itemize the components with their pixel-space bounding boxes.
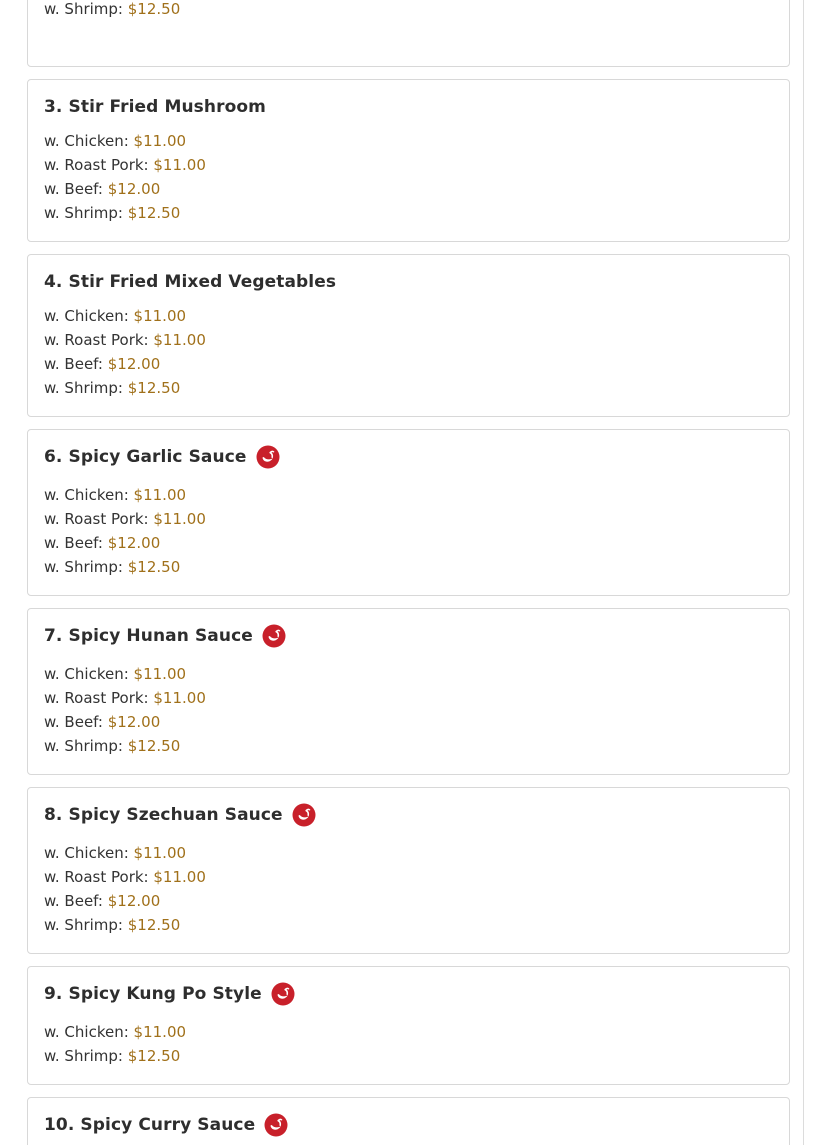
option-label: w. Shrimp: bbox=[44, 379, 123, 397]
option-price: $11.00 bbox=[153, 156, 206, 174]
option-label: w. Beef: bbox=[44, 355, 103, 373]
menu-item-header bbox=[44, 94, 266, 120]
menu-item-card bbox=[27, 608, 790, 775]
menu-item-header bbox=[44, 1112, 288, 1138]
menu-item-header bbox=[44, 444, 280, 470]
price-option-row bbox=[44, 201, 180, 225]
menu-item-card bbox=[27, 0, 790, 67]
price-option-row bbox=[44, 889, 160, 913]
option-label: w. Chicken: bbox=[44, 486, 129, 504]
option-label: w. Chicken: bbox=[44, 1023, 129, 1041]
menu-item-card bbox=[27, 429, 790, 596]
price-option-row bbox=[44, 841, 186, 865]
chili-pepper-icon bbox=[256, 445, 280, 469]
option-label: w. Shrimp: bbox=[44, 1047, 123, 1065]
price-option-row bbox=[44, 376, 180, 400]
menu-item-card bbox=[27, 966, 790, 1085]
menu-item-title: 9. Spicy Kung Po Style bbox=[44, 984, 262, 1004]
option-price: $12.00 bbox=[107, 534, 161, 552]
option-label: w. Beef: bbox=[44, 534, 103, 552]
price-option-row bbox=[44, 531, 160, 555]
option-price: $11.00 bbox=[133, 132, 187, 150]
price-option-row bbox=[44, 177, 160, 201]
scroll-edge-divider bbox=[803, 0, 804, 1145]
option-label: w. Roast Pork: bbox=[44, 156, 149, 174]
price-option-row bbox=[44, 328, 206, 352]
option-label: w. Roast Pork: bbox=[44, 331, 149, 349]
menu-item-header bbox=[44, 269, 336, 295]
option-price: $11.00 bbox=[133, 307, 187, 325]
option-price: $11.00 bbox=[153, 868, 206, 886]
price-option-row bbox=[44, 662, 186, 686]
option-label: w. Roast Pork: bbox=[44, 510, 149, 528]
menu-item-card bbox=[27, 1097, 790, 1145]
option-label: w. Roast Pork: bbox=[44, 868, 149, 886]
price-option-row bbox=[44, 304, 186, 328]
option-price: $11.00 bbox=[153, 689, 206, 707]
option-label: w. Shrimp: bbox=[44, 204, 123, 222]
price-option-row bbox=[44, 555, 180, 579]
option-label: w. Roast Pork: bbox=[44, 689, 149, 707]
price-option-row bbox=[44, 129, 186, 153]
option-label: w. Shrimp: bbox=[44, 916, 123, 934]
chili-pepper-icon bbox=[262, 624, 286, 648]
menu-item-card bbox=[27, 79, 790, 242]
option-label: w. Chicken: bbox=[44, 844, 129, 862]
price-option-row bbox=[44, 352, 160, 376]
price-option-row bbox=[44, 1020, 186, 1044]
option-label: w. Shrimp: bbox=[44, 0, 123, 18]
option-label: w. Beef: bbox=[44, 713, 103, 731]
chili-pepper-icon bbox=[271, 982, 295, 1006]
menu-item-title: 4. Stir Fried Mixed Vegetables bbox=[44, 272, 337, 292]
option-label: w. Shrimp: bbox=[44, 737, 123, 755]
option-price: $11.00 bbox=[133, 665, 187, 683]
menu-item-card bbox=[27, 787, 790, 954]
option-price: $12.00 bbox=[107, 892, 161, 910]
menu-item-title: 3. Stir Fried Mushroom bbox=[44, 97, 266, 117]
price-option-row bbox=[44, 483, 186, 507]
option-price: $12.00 bbox=[107, 180, 161, 198]
option-label: w. Shrimp: bbox=[44, 558, 123, 576]
menu-item-header bbox=[44, 802, 316, 828]
chili-pepper-icon bbox=[264, 1113, 288, 1137]
option-price: $12.50 bbox=[127, 0, 181, 18]
option-price: $11.00 bbox=[153, 510, 206, 528]
menu-item-header bbox=[44, 623, 286, 649]
price-option-row bbox=[44, 734, 180, 758]
price-option-row bbox=[44, 507, 206, 531]
price-option-row bbox=[44, 686, 206, 710]
option-label: w. Chicken: bbox=[44, 132, 129, 150]
option-price: $12.50 bbox=[127, 204, 181, 222]
option-price: $12.00 bbox=[107, 713, 161, 731]
option-label: w. Beef: bbox=[44, 892, 103, 910]
option-price: $11.00 bbox=[133, 486, 187, 504]
price-option-row bbox=[44, 710, 160, 734]
option-label: w. Beef: bbox=[44, 180, 103, 198]
price-option-row bbox=[44, 153, 206, 177]
option-price: $12.50 bbox=[127, 558, 181, 576]
price-option-row bbox=[44, 913, 180, 937]
menu-item-title: 8. Spicy Szechuan Sauce bbox=[44, 805, 283, 825]
option-price: $12.50 bbox=[127, 916, 181, 934]
menu-item-header bbox=[44, 981, 295, 1007]
option-price: $12.50 bbox=[127, 737, 181, 755]
option-price: $11.00 bbox=[133, 1023, 187, 1041]
option-price: $12.50 bbox=[127, 1047, 181, 1065]
option-price: $12.00 bbox=[107, 355, 161, 373]
menu-item-title: 10. Spicy Curry Sauce bbox=[44, 1115, 256, 1135]
menu-item-card bbox=[27, 254, 790, 417]
price-option-row bbox=[44, 0, 180, 21]
menu-item-title: 7. Spicy Hunan Sauce bbox=[44, 626, 253, 646]
menu-item-title: 6. Spicy Garlic Sauce bbox=[44, 447, 247, 467]
option-label: w. Chicken: bbox=[44, 307, 129, 325]
chili-pepper-icon bbox=[292, 803, 316, 827]
option-price: $12.50 bbox=[127, 379, 181, 397]
option-price: $11.00 bbox=[153, 331, 206, 349]
option-price: $11.00 bbox=[133, 844, 187, 862]
price-option-row bbox=[44, 865, 206, 889]
price-option-row bbox=[44, 1044, 180, 1068]
option-label: w. Chicken: bbox=[44, 665, 129, 683]
